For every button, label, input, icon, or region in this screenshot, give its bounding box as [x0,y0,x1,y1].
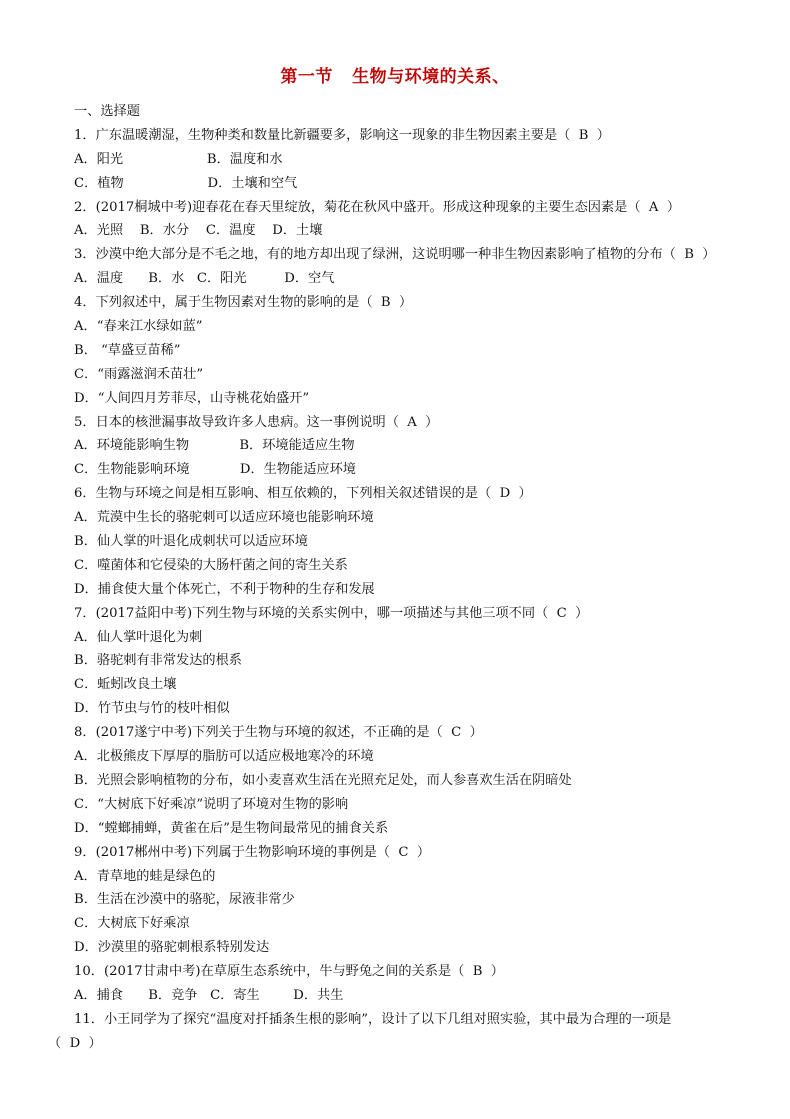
answer-option: C．植物 D．土壤和空气 [74,175,298,191]
question-stem: 7．(2017益阳中考)下列生物与环境的关系实例中，哪一项描述与其他三项不同（ C ） [74,605,589,621]
answer-option: A．阳光 B．温度和水 [74,151,283,167]
section-heading: 一、选择题 [74,104,140,119]
answer-option: A．捕食 B．竞争 C．寄生 D．共生 [74,987,344,1003]
answer-option: C．大树底下好乘凉 [74,916,190,932]
question-list [48,100,774,1056]
answer-option: B．光照会影响植物的分布，如小麦喜欢生活在光照充足处，而人参喜欢生活在阴暗处 [74,772,572,788]
answer-option: B． “草盛豆苗稀” [74,342,181,358]
question-stem: 10．(2017甘肃中考)在草原生态系统中，牛与野兔之间的关系是（ B ） [74,964,504,980]
answer-option: A．北极熊皮下厚厚的脂肪可以适应极地寒冷的环境 [74,749,374,765]
answer-option: B．仙人掌的叶退化成刺状可以适应环境 [74,534,308,550]
answer-option: C．生物能影响环境 D．生物能适应环境 [74,462,356,478]
answer-option: B．生活在沙漠中的骆驼，尿液非常少 [74,892,295,908]
question-stem: 1．广东温暖潮湿，生物种类和数量比新疆要多，影响这一现象的非生物因素主要是（ B ） [74,127,610,143]
answer-option: A．“春来江水绿如蓝” [74,319,203,335]
answer-option: C．蚯蚓改良土壤 [74,677,177,693]
answer-option: A．光照 B．水分 C．温度 D．土壤 [74,223,323,239]
answer-option: D．“人间四月芳菲尽，山寺桃花始盛开” [74,390,310,406]
answer-option: C．“大树底下好乘凉”说明了环境对生物的影响 [74,796,349,812]
answer-option: A．青草地的蛙是绿色的 [74,868,216,884]
answer-option: D．竹节虫与竹的枝叶相似 [74,701,230,717]
answer-continuation: （ D ） [48,1035,102,1051]
question-stem: 9．(2017郴州中考)下列属于生物影响环境的事例是（ C ） [74,844,431,860]
question-stem: 5．日本的核泄漏事故导致许多人患病。这一事例说明（ A ） [74,414,439,430]
answer-option: D．沙漠里的骆驼刺根系特别发达 [74,940,270,956]
answer-option: D．捕食使大量个体死亡，不利于物种的生存和发展 [74,581,375,597]
answer-option: A．温度 B．水 C．阳光 D．空气 [74,271,335,287]
question-stem: 11．小王同学为了探究“温度对扦插条生根的影响”，设计了以下几组对照实验，其中最为合理的一项是 [74,1011,672,1027]
question-stem: 4．下列叙述中，属于生物因素对生物的影响的是（ B ） [74,295,413,311]
answer-option: A．仙人掌叶退化为刺 [74,629,203,645]
answer-option: C．噬菌体和它侵染的大肠杆菌之间的寄生关系 [74,557,348,573]
answer-option: A．荒漠中生长的骆驼刺可以适应环境也能影响环境 [74,510,374,526]
answer-option: C．“雨露滋润禾苗壮” [74,366,204,382]
question-stem: 8．(2017遂宁中考)下列关于生物与环境的叙述，不正确的是（ C ） [74,725,483,741]
answer-option: A．环境能影响生物 B．环境能适应生物 [74,438,355,454]
question-stem: 6．生物与环境之间是相互影响、相互依赖的，下列相关叙述错误的是（ D ） [74,486,532,502]
question-stem: 2．(2017桐城中考)迎春花在春天里绽放，菊花在秋风中盛开。形成这种现象的主要生态因素是（ A ） [74,199,681,215]
answer-option: D．“螳螂捕蝉，黄雀在后”是生物间最常见的捕食关系 [74,820,389,836]
page-title: 第一节 生物与环境的关系、 [280,67,510,87]
answer-option: B．骆驼刺有非常发达的根系 [74,653,242,669]
question-stem: 3．沙漠中绝大部分是不毛之地，有的地方却出现了绿洲，这说明哪一种非生物因素影响了植物的分布（ B ） [74,247,716,263]
